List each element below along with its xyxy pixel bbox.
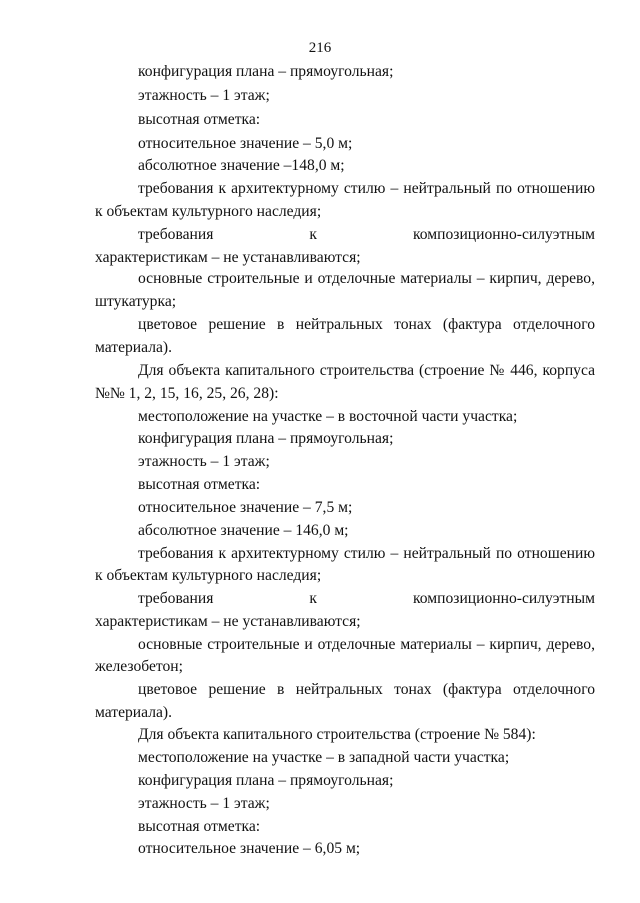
- text-line: относительное значение – 7,5 м;: [138, 499, 353, 516]
- text-line: железобетон;: [95, 658, 183, 675]
- text-line: требования к архитектурному стилю – нейтральный по отношению: [138, 545, 595, 562]
- text-line: этажность – 1 этаж;: [138, 795, 270, 812]
- text-line: абсолютное значение – 146,0 м;: [138, 522, 349, 539]
- text-line: абсолютное значение –148,0 м;: [138, 157, 345, 174]
- text-line: относительное значение – 6,05 м;: [138, 840, 361, 857]
- text-line: конфигурация плана – прямоугольная;: [138, 430, 394, 447]
- text-line: местоположение на участке – в восточной части участка;: [138, 408, 518, 425]
- text-line: характеристикам – не устанавливаются;: [95, 249, 361, 266]
- text-line: материала).: [95, 704, 173, 721]
- text-line: к объектам культурного наследия;: [95, 567, 322, 584]
- text-line: штукатурка;: [95, 293, 177, 310]
- text-line: требования к композиционно-силуэтным: [138, 590, 595, 607]
- text-line: относительное значение – 5,0 м;: [138, 135, 353, 152]
- text-line: Для объекта капитального строительства (строение № 584):: [138, 726, 536, 743]
- text-line: высотная отметка:: [138, 111, 261, 128]
- text-line: требования к композиционно-силуэтным: [138, 226, 595, 243]
- text-line: этажность – 1 этаж;: [138, 87, 270, 104]
- text-line: цветовое решение в нейтральных тонах (фактура отделочного: [138, 316, 595, 333]
- text-line: основные строительные и отделочные материалы – кирпич, дерево,: [138, 270, 595, 287]
- text-line: характеристикам – не устанавливаются;: [95, 613, 361, 630]
- text-line: конфигурация плана – прямоугольная;: [138, 772, 394, 789]
- text-line: основные строительные и отделочные материалы – кирпич, дерево,: [138, 636, 595, 653]
- text-line: цветовое решение в нейтральных тонах (фактура отделочного: [138, 681, 595, 698]
- text-line: конфигурация плана – прямоугольная;: [138, 63, 394, 80]
- text-line: №№ 1, 2, 15, 16, 25, 26, 28):: [95, 385, 279, 402]
- text-line: Для объекта капитального строительства (строение № 446, корпуса: [138, 362, 595, 379]
- text-line: высотная отметка:: [138, 818, 261, 835]
- text-line: к объектам культурного наследия;: [95, 203, 322, 220]
- page-number: 216: [308, 40, 332, 56]
- text-line: местоположение на участке – в западной части участка;: [138, 749, 510, 766]
- text-line: высотная отметка:: [138, 476, 261, 493]
- text-line: этажность – 1 этаж;: [138, 453, 270, 470]
- text-line: требования к архитектурному стилю – нейтральный по отношению: [138, 180, 595, 197]
- text-line: материала).: [95, 339, 173, 356]
